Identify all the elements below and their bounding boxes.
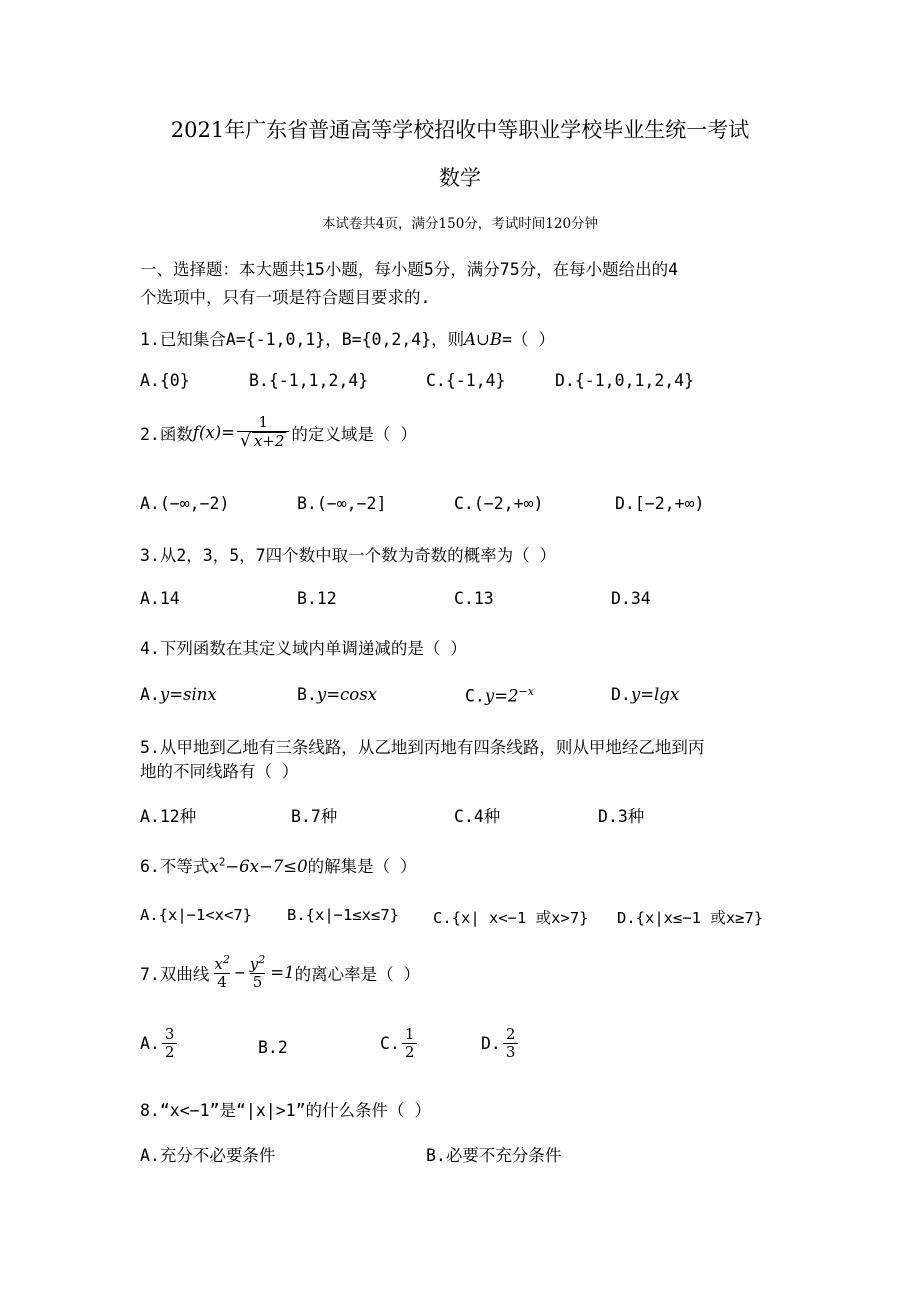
q5-option-c[interactable]: C.4种 [454, 807, 501, 826]
q6-option-d[interactable]: D.{x|x≤−1 或x≥7} [617, 909, 764, 927]
q4-option-c[interactable]: $C.y=2^{-x}$ [465, 685, 534, 706]
exam-title: 2021年广东省普通高等学校招收中等职业学校毕业生统一考试 [170, 118, 750, 142]
q7-option-b[interactable]: B.2 [258, 1038, 288, 1057]
question-7-fraction-x: $\frac{x^2}{4}$ [214, 953, 230, 992]
q6-option-a[interactable]: A.{x|−1<x<7} [140, 906, 252, 924]
exam-info: 本试卷共4页，满分150分，考试时间120分钟 [321, 216, 599, 232]
question-1-math: A∪B [464, 330, 502, 349]
q2-option-b[interactable]: B.(−∞,−2] [297, 494, 387, 513]
question-2-denominator: x+2 [253, 432, 285, 451]
section-intro-line2: 个选项中，只有一项是符合题目要求的. [140, 288, 431, 307]
q1-option-b[interactable]: B.{-1,1,2,4} [249, 371, 369, 390]
question-4: 4.下列函数在其定义域内单调递减的是（ ） [140, 639, 467, 658]
question-3: 3.从2，3，5，7四个数中取一个数为奇数的概率为（ ） [140, 546, 557, 565]
q5-option-a[interactable]: A.12种 [140, 807, 197, 826]
q4-option-b[interactable]: B.y=cosx [297, 685, 377, 704]
q1-option-c[interactable]: C.{-1,4} [426, 371, 506, 390]
question-2-numerator: 1 [258, 413, 268, 431]
question-2-fraction [237, 414, 289, 452]
q2-option-a[interactable]: A.(−∞,−2) [140, 494, 230, 513]
question-2-fx: f(x)= [192, 423, 235, 443]
question-1-stem-a: 1.已知集合A={-1,0,1}，B={0,2,4}，则 [140, 330, 465, 349]
q6-option-c[interactable]: C.{x| x<−1 或x>7} [433, 909, 589, 927]
q2-option-d[interactable]: D.[−2,+∞) [615, 494, 705, 513]
question-7-fraction-y: $\frac{y^2}{5}$ [249, 953, 266, 992]
question-1-stem-b: =（ ） [502, 330, 555, 349]
q1-option-a[interactable]: A.{0} [140, 371, 190, 390]
section-intro-line1: 一、选择题：本大题共15小题，每小题5分，满分75分，在每小题给出的4 [140, 260, 679, 279]
q1-option-d[interactable]: D.{-1,0,1,2,4} [555, 371, 695, 390]
question-6: 6.不等式$x^2-6x-7\le 0$的解集是（ ） [140, 855, 417, 876]
q3-option-d[interactable]: D.34 [611, 589, 651, 608]
subject-title: 数学 [439, 166, 481, 190]
q4-option-d[interactable]: D.y=lgx [611, 685, 680, 704]
q7-option-a[interactable]: A. $\frac{3}{2}$ [140, 1026, 179, 1062]
question-8: 8.“x<−1”是“|x|>1”的什么条件（ ） [140, 1101, 431, 1120]
q3-option-c[interactable]: C.13 [454, 589, 494, 608]
question-7: 7.双曲线 $\frac{x^2}{4}$ − $\frac{y^2}{5}$ =1 的离心率是（ ） [140, 953, 421, 992]
q2-option-c[interactable]: C.(−2,+∞) [454, 494, 544, 513]
question-2-stem-b: 的定义域是（ ） [291, 424, 417, 444]
q4-option-a[interactable]: A.y=sinx [140, 685, 217, 704]
question-5-line1: 5.从甲地到乙地有三条线路，从乙地到丙地有四条线路，则从甲地经乙地到丙 [140, 738, 705, 757]
q5-option-b[interactable]: B.7种 [291, 807, 338, 826]
question-5-line2: 地的不同线路有（ ） [140, 762, 299, 781]
question-1 [140, 326, 555, 350]
q3-option-a[interactable]: A.14 [140, 589, 180, 608]
q6-option-b[interactable]: B.{x|−1≤x≤7} [287, 906, 399, 924]
q8-option-b[interactable]: B.必要不充分条件 [426, 1146, 562, 1165]
question-2-stem-a: 2.函数 [140, 424, 193, 444]
question-2 [140, 414, 417, 452]
q7-option-c[interactable]: C. $\frac{1}{2}$ [380, 1026, 419, 1062]
q7-option-d[interactable]: D. $\frac{2}{3}$ [481, 1026, 520, 1062]
q3-option-b[interactable]: B.12 [297, 589, 337, 608]
sqrt-icon: √ [240, 431, 251, 452]
q8-option-a[interactable]: A.充分不必要条件 [140, 1146, 276, 1165]
q5-option-d[interactable]: D.3种 [598, 807, 645, 826]
